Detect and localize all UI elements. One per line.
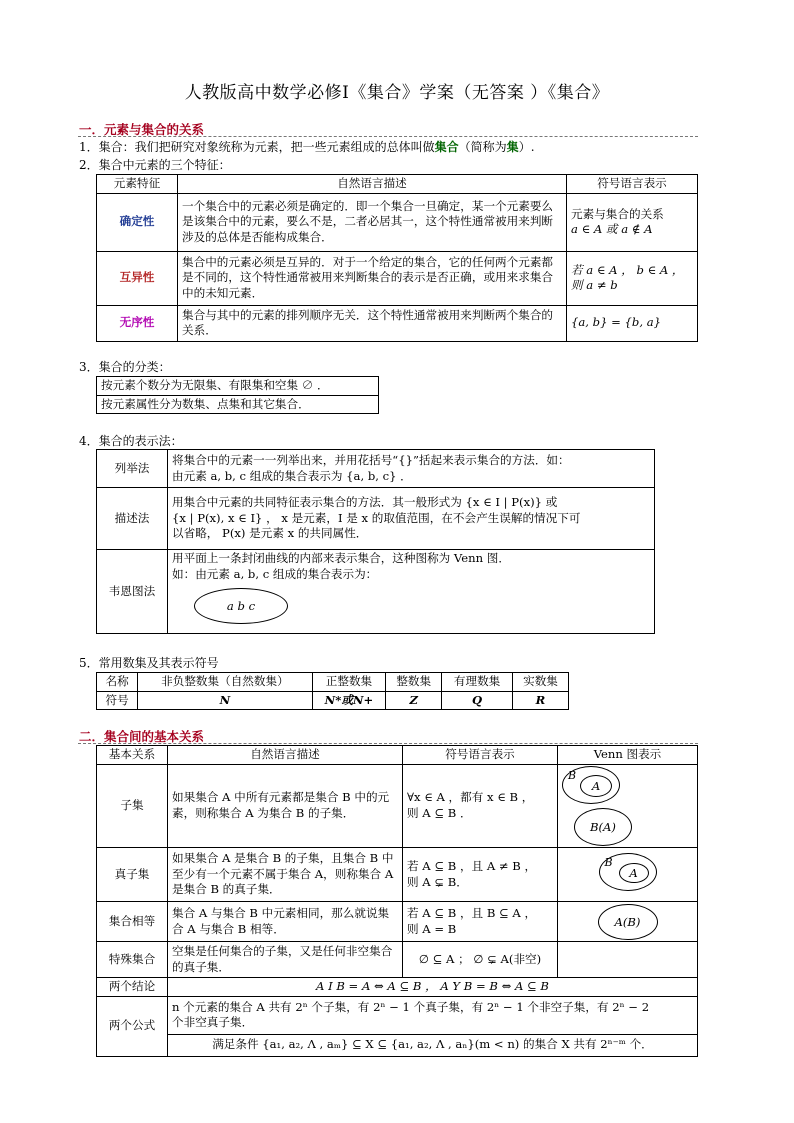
- numset-symbol: N*或N+: [312, 691, 386, 710]
- header-cell: 自然语言描述: [178, 175, 567, 194]
- feature-symbol: {a, b} = {b, a}: [567, 305, 698, 341]
- relation-desc: 空集是任何集合的子集，又是任何非空集合的真子集．: [168, 942, 403, 978]
- venn-equal-ellipse: B(A): [574, 808, 632, 846]
- header-cell: 符号语言表示: [403, 746, 558, 765]
- numset-cell: 名称: [97, 673, 138, 692]
- relation-venn: [558, 942, 698, 978]
- conclusion-text: A I B = A ⇔ A ⊆ B ， A Y B = B ⇔ A ⊆ B: [168, 978, 698, 997]
- numset-symbol: Z: [386, 691, 442, 710]
- numset-cell: 实数集: [512, 673, 568, 692]
- representation-table: [96, 449, 655, 634]
- relation-symbol: ∀x ∈ A ，都有 x ∈ B ， 则 A ⊆ B ．: [403, 764, 558, 848]
- relation-symbol: 若 A ⊆ B ，且 B ⊆ A ， 则 A = B: [403, 902, 558, 942]
- relation-desc: 如果集合 A 中所有元素都是集合 B 中的元素，则称集合 A 为集合 B 的子集．: [168, 764, 403, 848]
- numset-symbol: N: [138, 691, 313, 710]
- venn-label: B: [604, 856, 613, 870]
- relation-venn: [558, 902, 698, 942]
- relation-desc: 集合 A 与集合 B 中元素相同，那么就说集合 A 与集合 B 相等．: [168, 902, 403, 942]
- numset-cell: 有理数集: [442, 673, 513, 692]
- header-cell: 符号语言表示: [567, 175, 698, 194]
- numset-cell: 整数集: [386, 673, 442, 692]
- rep-desc: 用平面上一条封闭曲线的内部来表示集合，这种图称为 Venn 图． 如：由元素 a, b, c 组成的集合表示为： a b c: [168, 550, 655, 634]
- relations-table: [96, 745, 698, 1057]
- numset-cell: 正整数集: [312, 673, 386, 692]
- relation-name: 特殊集合: [97, 942, 168, 978]
- feature-name: 互异性: [97, 251, 178, 305]
- venn-inner-ellipse: A: [580, 775, 612, 797]
- feature-symbol: 元素与集合的关系 a ∈ A 或 a ∉ A: [567, 193, 698, 251]
- numset-symbol: R: [512, 691, 568, 710]
- venn-equal-ellipse: A(B): [598, 904, 658, 940]
- relation-desc: 如果集合 A 是集合 B 的子集，且集合 B 中至少有一个元素不属于集合 A，则称集合 A 是集合 B 的真子集．: [168, 848, 403, 902]
- definition-line: 1．集合：我们把研究对象统称为元素，把一些元素组成的总体叫做集合（简称为集）.: [79, 140, 535, 154]
- rep-name: 描述法: [97, 488, 168, 550]
- header-cell: Venn 图表示: [558, 746, 698, 765]
- rep-name: 韦恩图法: [97, 550, 168, 634]
- feature-desc: 一个集合中的元素必须是确定的．即一个集合一旦确定，某一个元素要么是该集合中的元素，要么不是，二者必居其一，这个特性通常被用来判断涉及的总体是否能构成集合．: [178, 193, 567, 251]
- rep-desc: 将集合中的元素一一列举出来，并用花括号“{}”括起来表示集合的方法．如： 由元素 a, b, c 组成的集合表示为 {a, b, c} ．: [168, 450, 655, 488]
- venn-inner-ellipse: A: [619, 863, 649, 883]
- numsets-table: [96, 672, 569, 710]
- header-cell: 基本关系: [97, 746, 168, 765]
- feature-symbol: 若 a ∈ A ， b ∈ A ， 则 a ≠ b: [567, 251, 698, 305]
- feature-desc: 集合与其中的元素的排列顺序无关．这个特性通常被用来判断两个集合的关系．: [178, 305, 567, 341]
- relation-venn: [558, 848, 698, 902]
- numsets-label: 5．常用数集及其表示符号: [79, 656, 219, 670]
- header-cell: 元素特征: [97, 175, 178, 194]
- classification-label: 3．集合的分类：: [79, 360, 171, 374]
- feature-desc: 集合中的元素必须是互异的．对于一个给定的集合，它的任何两个元素都是不同的，这个特性通常被用来判断集合的表示是否正确，或用来求集合中的未知元素．: [178, 251, 567, 305]
- venn-label: B: [568, 768, 577, 782]
- rep-name: 列举法: [97, 450, 168, 488]
- page-title: 人教版高中数学必修Ⅰ《集合》学案（无答案 ）《集合》: [184, 83, 610, 103]
- divider: [78, 743, 698, 744]
- formula-text: n 个元素的集合 A 共有 2ⁿ 个子集，有 2ⁿ − 1 个真子集，有 2ⁿ − 1 个非空子集，有 2ⁿ − 2 个非空真子集．: [168, 996, 698, 1034]
- relation-name: 集合相等: [97, 902, 168, 942]
- features-label: 2．集合中元素的三个特征：: [79, 158, 231, 172]
- numset-symbol: Q: [442, 691, 513, 710]
- classification-item: 按元素个数分为无限集、有限集和空集 ∅ ．: [97, 377, 379, 396]
- numset-cell: 非负整数集（自然数集）: [138, 673, 313, 692]
- relation-name: 真子集: [97, 848, 168, 902]
- relation-venn: [558, 764, 698, 848]
- features-table: [96, 174, 698, 342]
- venn-ellipse: a b c: [194, 588, 288, 624]
- formula-text: 满足条件 {a₁, a₂, Λ , aₘ} ⊆ X ⊆ {a₁, a₂, Λ , aₙ}(m < n) 的集合 X 共有 2ⁿ⁻ᵐ 个．: [168, 1034, 698, 1056]
- feature-name: 无序性: [97, 305, 178, 341]
- classification-item: 按元素属性分为数集、点集和其它集合．: [97, 395, 379, 414]
- header-cell: 自然语言描述: [168, 746, 403, 765]
- representation-label: 4．集合的表示法：: [79, 434, 183, 448]
- classification-table: [96, 376, 379, 414]
- relation-name: 两个结论: [97, 978, 168, 997]
- section-1-heading: 一．元素与集合的关系: [79, 122, 205, 137]
- relation-name: 子集: [97, 764, 168, 848]
- relation-name: 两个公式: [97, 996, 168, 1056]
- feature-name: 确定性: [97, 193, 178, 251]
- section-2-heading: 二．集合间的基本关系: [79, 729, 205, 744]
- relation-symbol: ∅ ⊆ A ； ∅ ⊊ A(非空): [403, 942, 558, 978]
- rep-desc: 用集合中元素的共同特征表示集合的方法．其一般形式为 {x ∈ I | P(x)} 或 {x | P(x), x ∈ I} ， x 是元素，I 是 x 的取值范围，在不会产生误解的情况下可 以省略， P(x) 是元素 x 的共同属性．: [168, 488, 655, 550]
- numset-cell: 符号: [97, 691, 138, 710]
- relation-symbol: 若 A ⊆ B ，且 A ≠ B ， 则 A ⊊ B．: [403, 848, 558, 902]
- divider: [78, 136, 698, 137]
